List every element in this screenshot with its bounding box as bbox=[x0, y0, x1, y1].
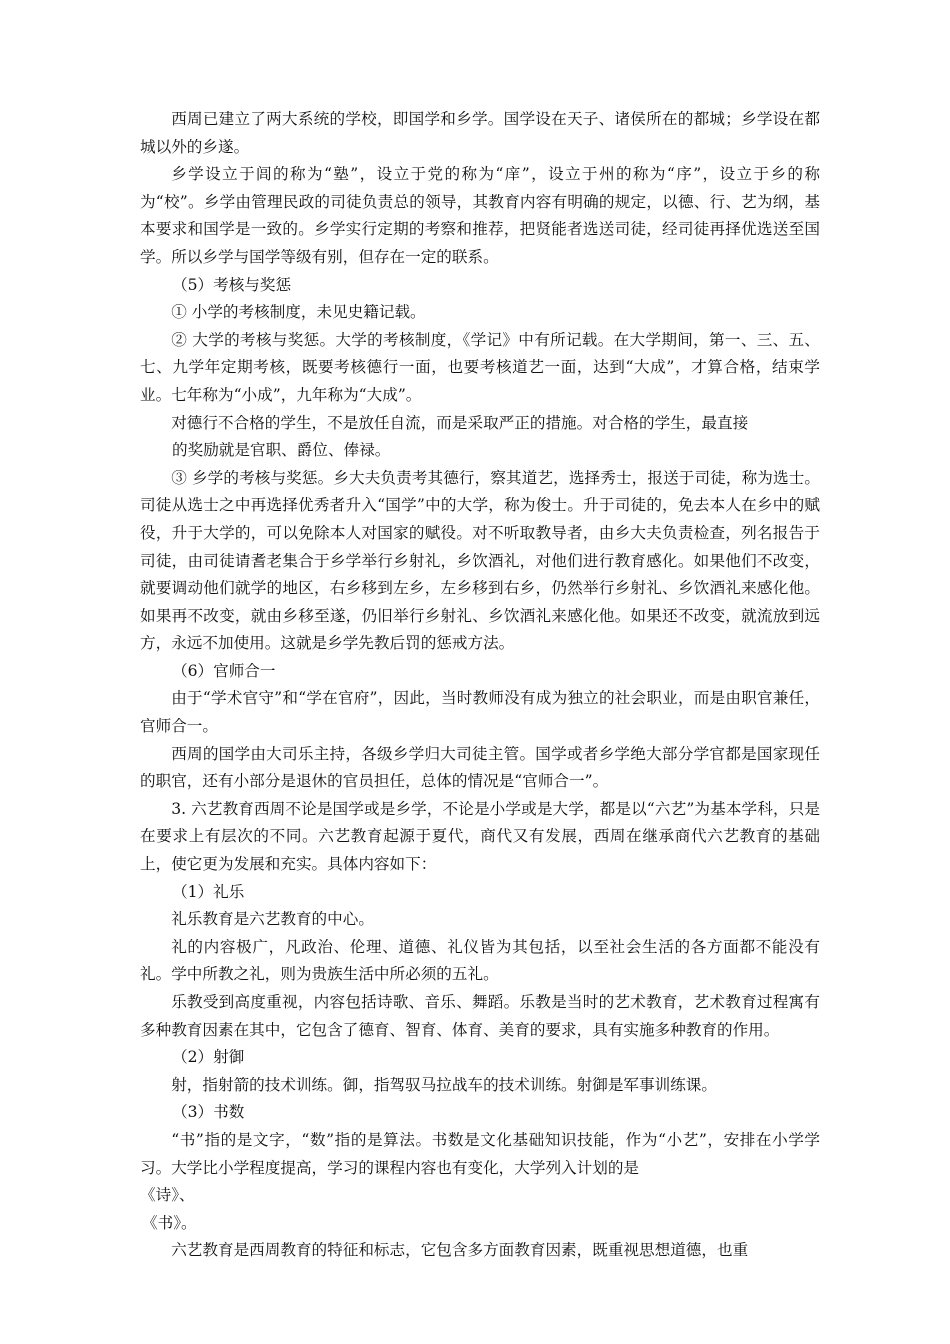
paragraph-xiangxue: 乡学设立于闾的称为“塾”，设立于党的称为“庠”，设立于州的称为“序”，设立于乡的称为“校”。乡学由管理民政的司徒负责总的领导，其教育内容有明确的规定，以德、行、艺为纲，基本要求和国学是一致的。乡学实行定期的考察和推荐，把贤能者选送司徒，经司徒再择优选送至国学。所以乡学与国学等级有别，但存在一定的联系。 bbox=[140, 165, 820, 266]
paragraph-officials-reason: 由于“学术官守”和“学在官府”，因此，当时教师没有成为独立的社会职业，而是由职官兼任，官师合一。 bbox=[140, 689, 820, 736]
heading-officials-teachers: （6）官师合一 bbox=[172, 661, 276, 680]
paragraph-music: 乐教受到高度重视，内容包括诗歌、音乐、舞蹈。乐教是当时的艺术教育，艺术教育过程寓有多种教育因素在其中，它包含了德育、智育、体育、美育的要求，具有实施多种教育的作用。 bbox=[140, 993, 820, 1039]
document-page bbox=[140, 106, 820, 1265]
heading-rites-music: （1）礼乐 bbox=[172, 882, 245, 901]
heading-assessment: （5）考核与奖惩 bbox=[172, 275, 292, 294]
heading-archery-charioteering: （2）射御 bbox=[172, 1048, 245, 1067]
paragraph-shu: 《书》。 bbox=[142, 1213, 197, 1232]
paragraph-six-arts: 3. 六艺教育西周不论是国学或是乡学，不论是小学或是大学，都是以“六艺”为基本学科，只是在要求上有层次的不同。六艺教育起源于夏代，商代又有发展，西周在继承商代六艺教育的基础上，使它更为发展和充实。具体内容如下： bbox=[140, 799, 820, 874]
paragraph-rites: 礼的内容极广，凡政治、伦理、道德、礼仪皆为其包括，以至社会生活的各方面都不能没有礼。学中所教之礼，则为贵族生活中所必须的五礼。 bbox=[140, 937, 820, 984]
paragraph-rewards: 的奖励就是官职、爵位、俸禄。 bbox=[172, 441, 391, 460]
paragraph-rites-music-center: 礼乐教育是六艺教育的中心。 bbox=[171, 910, 374, 929]
paragraph-schools-systems: 西周已建立了两大系统的学校，即国学和乡学。国学设在天子、诸侯所在的都城；乡学设在都城以外的乡遂。 bbox=[140, 110, 820, 156]
paragraph-moral-conduct: 对德行不合格的学生，不是放任自流，而是采取严正的措施。对合格的学生，最直接 bbox=[171, 413, 749, 432]
paragraph-archery-charioteering: 射，指射箭的技术训练。御，指驾驭马拉战车的技术训练。射御是军事训练课。 bbox=[171, 1075, 717, 1094]
paragraph-six-arts-feature: 六艺教育是西周教育的特征和标志，它包含多方面教育因素，既重视思想道德，也重 bbox=[171, 1241, 749, 1260]
paragraph-shi: 《诗》、 bbox=[140, 1186, 195, 1205]
paragraph-primary-assessment: ① 小学的考核制度，未见史籍记载。 bbox=[171, 303, 426, 322]
paragraph-xiangxue-assessment: ③ 乡学的考核与奖惩。乡大夫负责考其德行，察其道艺，选择秀士，报送于司徒，称为选士。司徒从选士之中再选择优秀者升入“国学”中的大学，称为俊士。升于司徒的，免去本人在乡中的赋役，升于大学的，可以免除本人对国家的赋役。对不听取教导者，由乡大夫负责检查，列名报告于司徒，由司徒请耆老集合于乡学举行乡射礼，乡饮酒礼，对他们进行教育感化。如果他们不改变，就要调动他们就学的地区，右乡移到左乡，左乡移到右乡，仍然举行乡射礼、乡饮酒礼来感化他。如果再不改变，就由乡移至遂，仍旧举行乡射礼、乡饮酒礼来感化他。如果还不改变，就流放到远方，永远不加使用。这就是乡学先教后罚的惩戒方法。 bbox=[140, 468, 820, 653]
paragraph-university-assessment: ② 大学的考核与奖惩。大学的考核制度，《学记》中有所记载。在大学期间，第一、三、五、七、九学年定期考核，既要考核德行一面，也要考核道艺一面，达到“大成”，才算合格，结束学业。七年称为“小成”，九年称为“大成”。 bbox=[140, 330, 820, 404]
paragraph-guoxue-officials: 西周的国学由大司乐主持，各级乡学归大司徒主管。国学或者乡学绝大部分学官都是国家现任的职官，还有小部分是退休的官员担任，总体的情况是“官师合一”。 bbox=[140, 744, 820, 791]
paragraph-writing-math: “书”指的是文字，“数”指的是算法。书数是文化基础知识技能，作为“小艺”，安排在小学学习。大学比小学程度提高，学习的课程内容也有变化，大学列入计划的是 bbox=[140, 1130, 820, 1177]
heading-writing-math: （3）书数 bbox=[172, 1103, 245, 1122]
